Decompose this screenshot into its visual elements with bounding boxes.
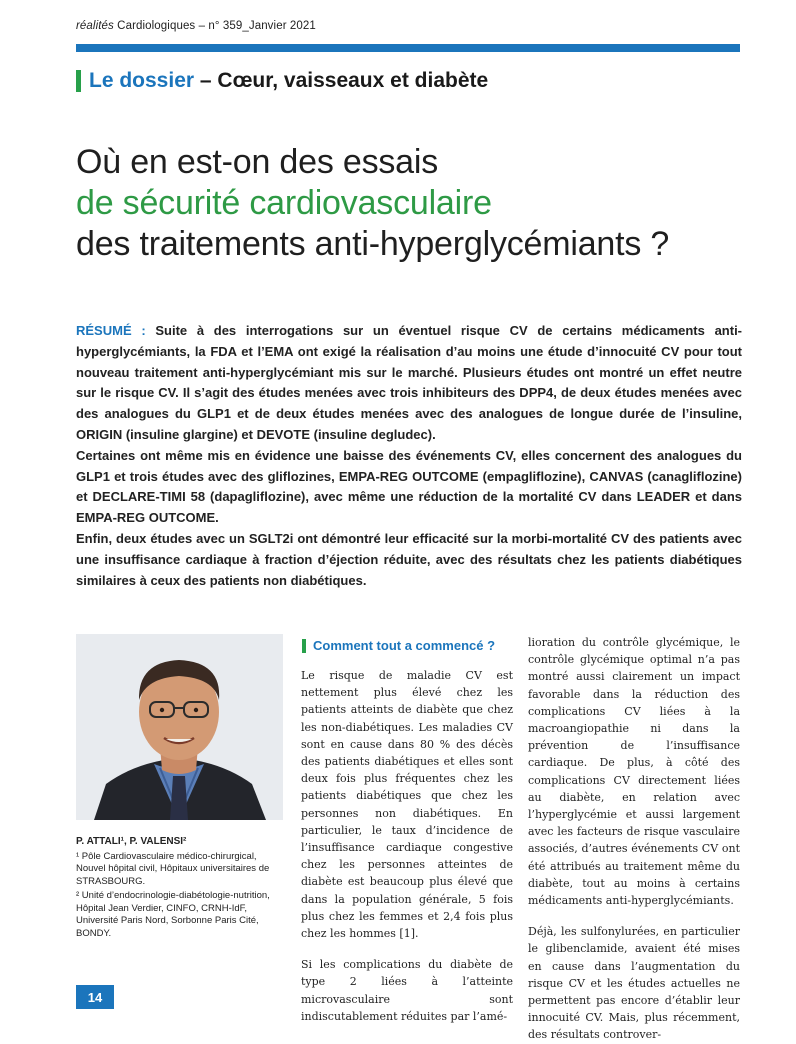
body-paragraph: Déjà, les sulfonylurées, en particulier le glibenclamide, avaient été mises en cause dans l’augmentation du risque CV et les études actuelles ne permettent pas encore d’établir leur innocuité CV. Mais, plus récemment, des résultats controver-: [528, 925, 740, 1042]
article-title: [76, 142, 756, 265]
body-paragraph: lioration du contrôle glycémique, le contrôle glycémique optimal n’a pas montré aussi clairement un impact favorable dans la réduction des complications CV liées à la macroangiopathie ni dans la prévention de l’insuffisance cardiaque. De plus, à côté des complications CV directement liées au diabète, en relation avec l’hyperglycémie et aussi largement avec les facteurs de risque vasculaire associés, d’autres événements CV ont été attribués au traitement même du diabète, tout au moins à certains médicaments anti-hyperglycémiants.: [528, 636, 740, 908]
abstract-paragraph-1: [76, 321, 742, 446]
dossier-marker: [76, 70, 81, 92]
author-portrait-image: [76, 634, 283, 820]
body-paragraph: Si les complications du diabète de type 2 liées à l’atteinte microvasculaire sont indiscutablement réduites par l’amé-: [301, 958, 513, 1023]
section-marker: [302, 639, 306, 653]
abstract-text-1: Suite à des interrogations sur un éventuel risque CV de certains médicaments anti-hyperglycémiants, la FDA et l’EMA ont exigé la réalisation d’au moins une étude d’innocuité CV pour tout nouveau traitement anti-hyperglycémiant mis sur le marché. Plusieurs études ont montré un effet neutre sur le risque CV. Il s’agit des études menées avec trois inhibiteurs des DPP4, de deux études menées avec des analogues du GLP1 et de deux études menées avec des analogues de longue durée de l’insuline, ORIGIN (insuline glargine) et DEVOTE (insuline degludec).: [76, 323, 743, 442]
abstract: [76, 321, 742, 591]
abstract-label: RÉSUMÉ :: [76, 323, 146, 338]
author-affiliation-2: ² Unité d’endocrinologie-diabétologie-nutrition, Hôpital Jean Verdier, CINFO, CRNH-IdF, Université Paris Nord, Sorbonne Paris Cité, BONDY.: [76, 890, 270, 939]
running-header: [76, 20, 316, 32]
dossier-label: Le dossier: [89, 69, 195, 92]
page-number: 14: [76, 985, 114, 1009]
journal-name: réalités: [76, 20, 114, 32]
dossier-subtitle: – Cœur, vaisseaux et diabète: [199, 69, 489, 92]
title-line-1: Où en est-on des essais: [76, 143, 439, 181]
author-affiliation-1: ¹ Pôle Cardiovasculaire médico-chirurgical, Nouvel hôpital civil, Hôpitaux universitaires de STRASBOURG.: [76, 850, 270, 887]
title-line-3: des traitements anti-hyperglycémiants ?: [76, 225, 670, 263]
author-photo: [76, 634, 283, 820]
journal-issue: Cardiologiques – n° 359_Janvier 2021: [117, 20, 316, 32]
section-heading: [302, 638, 495, 653]
body-column-1: [301, 667, 513, 1025]
section-heading-text: Comment tout a commencé ?: [313, 638, 496, 653]
abstract-paragraph-2: Certaines ont même mis en évidence une baisse des événements CV, elles concernent des analogues du GLP1 et trois études avec des gliflozines, EMPA-REG OUTCOME (empagliflozine), CANVAS (canagliflozine) et DECLARE-TIMI 58 (dapagliflozine), avec même une réduction de la mortalité CV dans LEADER et dans EMPA-REG OUTCOME.: [76, 447, 742, 526]
title-line-2: de sécurité cardiovasculaire: [76, 184, 492, 222]
body-paragraph: Le risque de maladie CV est nettement plus élevé chez les patients atteints de diabète que chez les non-diabétiques. Les maladies CV sont en cause dans 80 % des décès des patients diabétiques et elles sont deux fois plus fréquentes chez les patients diabétiques que chez les personnes non diabétiques. En particulier, le taux d’incidence de l’insuffisance cardiaque congestive chez les personnes atteintes de diabète est beaucoup plus élevé que dans la population générale, 5 fois plus chez les femmes et 2,4 fois plus chez les hommes [1].: [301, 669, 513, 941]
author-names: P. ATTALI¹, P. VALENSI²: [76, 836, 187, 847]
author-block: [76, 836, 288, 942]
body-column-2: [528, 634, 740, 1044]
dossier-heading: [76, 69, 488, 93]
abstract-paragraph-3: Enfin, deux études avec un SGLT2i ont démontré leur efficacité sur la morbi-mortalité CV des patients avec une insuffisance cardiaque à fraction d’éjection réduite, avec des résultats chez les patients diabétiques similaires à ceux des patients non diabétiques.: [76, 530, 742, 588]
header-rule: [76, 44, 740, 52]
